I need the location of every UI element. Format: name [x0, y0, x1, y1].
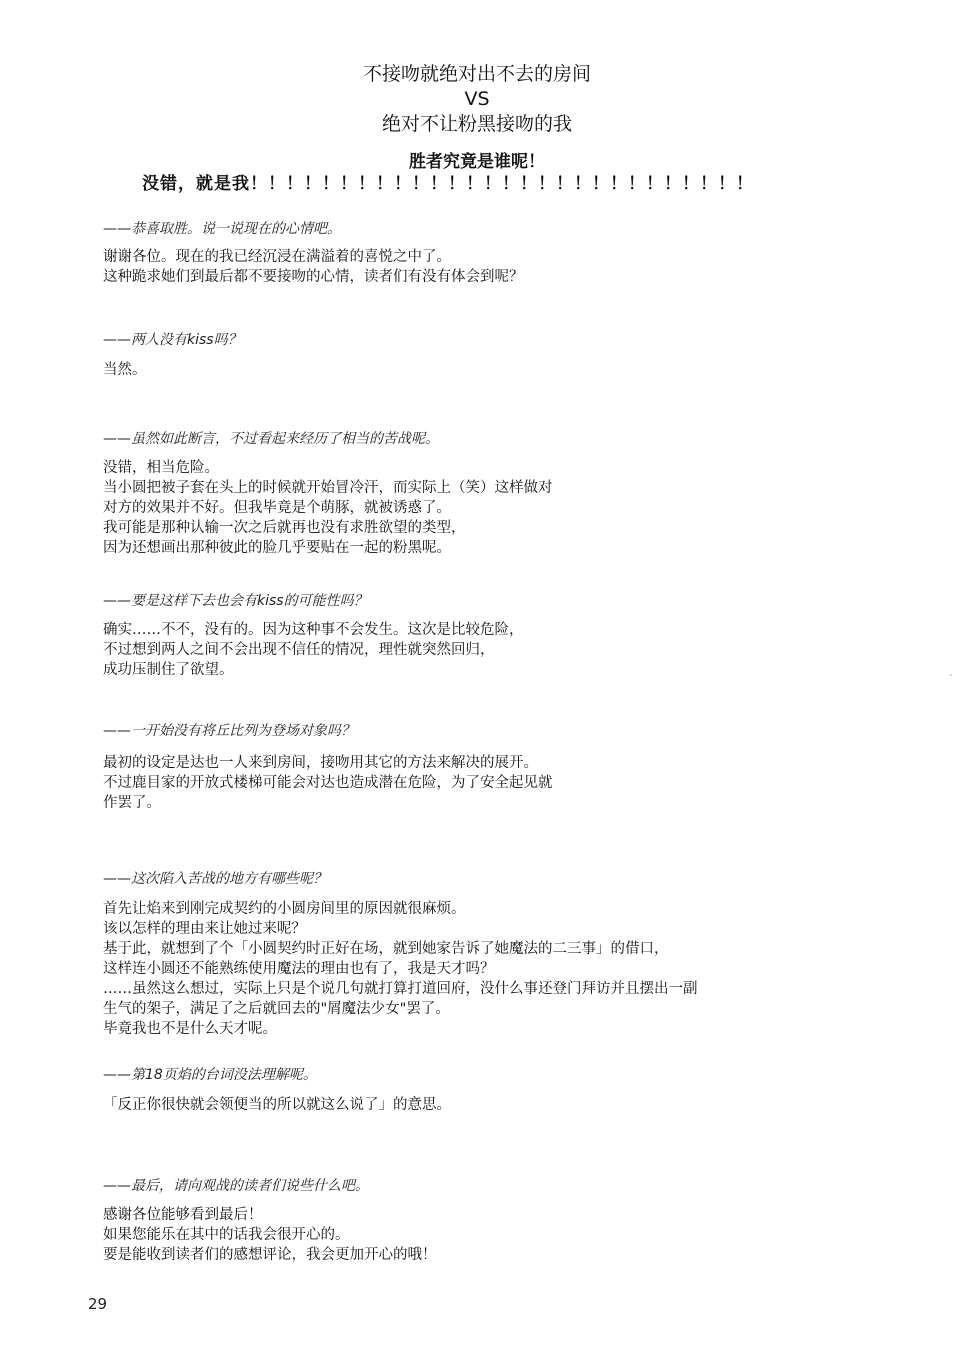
answer-line: 当然。 — [103, 362, 147, 378]
answer-line: 作罢了。 — [103, 795, 161, 811]
answer-line: 当小圆把被子套在头上的时候就开始冒冷汗，而实际上（笑）这样做对 — [103, 480, 553, 496]
answer-line: 没错，相当危险。 — [103, 460, 219, 476]
answer-line: 确实……不不，没有的。因为这种事不会发生。这次是比较危险， — [103, 622, 524, 638]
answer-line: 因为还想画出那种彼此的脸几乎要贴在一起的粉黑呢。 — [103, 540, 451, 556]
subtitle: 胜者究竟是谁呢！ — [409, 152, 545, 172]
title-line-3: 绝对不让粉黑接吻的我 — [381, 113, 572, 135]
question-7: ——第18页焰的台词没法理解呢。 — [103, 1067, 317, 1083]
answer-line: 我可能是那种认输一次之后就再也没有求胜欲望的类型， — [103, 520, 466, 536]
answer-line: 如果您能乐在其中的话我会很开心的。 — [103, 1227, 350, 1243]
question-5: ——一开始没有将丘比列为登场对象吗？ — [103, 723, 355, 739]
answer-line: 感谢各位能够看到最后！ — [103, 1207, 263, 1223]
answer-line: 「反正你很快就会领便当的所以就这么说了」的意思。 — [103, 1097, 451, 1113]
answer-4 — [103, 620, 524, 680]
question-8: ——最后，请向观战的读者们说些什么吧。 — [103, 1178, 369, 1194]
answer-8 — [103, 1205, 437, 1265]
shout-line: 没错，就是我！！！！！！！！！！！！！！！！！！！！！！！！！！！！ — [142, 174, 754, 194]
question-1: ——恭喜取胜。说一说现在的心情吧。 — [103, 221, 341, 237]
answer-6 — [103, 899, 698, 1039]
answer-line: 该以怎样的理由来让她过来呢？ — [103, 921, 306, 937]
answer-line: 基于此，就想到了个「小圆契约时正好在场，就到她家告诉了她魔法的二三事」的借口， — [103, 941, 669, 957]
title-vs: VS — [464, 88, 490, 110]
answer-line: 毕竟我也不是什么天才呢。 — [103, 1021, 277, 1037]
answer-line: 谢谢各位。现在的我已经沉浸在满溢着的喜悦之中了。 — [103, 249, 451, 265]
question-6: ——这次陷入苦战的地方有哪些呢？ — [103, 871, 327, 887]
question-2: ——两人没有kiss吗？ — [103, 332, 242, 348]
answer-2 — [103, 360, 147, 380]
question-3: ——虽然如此断言，不过看起来经历了相当的苦战呢。 — [103, 431, 439, 447]
answer-line: 不过想到两人之间不会出现不信任的情况，理性就突然回归， — [103, 642, 495, 658]
answer-line: 生气的架子，满足了之后就回去的"屑魔法少女"罢了。 — [103, 1001, 450, 1017]
answer-line: 要是能收到读者们的感想评论，我会更加开心的哦！ — [103, 1247, 437, 1263]
title-line-1: 不接吻就绝对出不去的房间 — [362, 63, 591, 85]
answer-7 — [103, 1095, 451, 1115]
answer-line: 这样连小圆还不能熟练使用魔法的理由也有了，我是天才吗？ — [103, 961, 495, 977]
answer-line: 这种跪求她们到最后都不要接吻的心情，读者们有没有体会到呢？ — [103, 269, 524, 285]
answer-5 — [103, 753, 553, 813]
answer-3 — [103, 458, 553, 558]
answer-line: 成功压制住了欲望。 — [103, 662, 234, 678]
answer-1 — [103, 247, 524, 287]
answer-line: 对方的效果并不好。但我毕竟是个萌豚，就被诱惑了。 — [103, 500, 451, 516]
page-number: 29 — [88, 1295, 108, 1313]
answer-line: ……虽然这么想过，实际上只是个说几句就打算打道回府，没什么事还登门拜访并且摆出一副 — [103, 981, 698, 997]
answer-line: 最初的设定是达也一人来到房间，接吻用其它的方法来解决的展开。 — [103, 755, 538, 771]
question-4: ——要是这样下去也会有kiss的可能性吗？ — [103, 593, 368, 609]
answer-line: 不过鹿目家的开放式楼梯可能会对达也造成潜在危险，为了安全起见就 — [103, 775, 553, 791]
answer-line: 首先让焰来到刚完成契约的小圆房间里的原因就很麻烦。 — [103, 901, 466, 917]
scan-speck — [950, 674, 952, 676]
